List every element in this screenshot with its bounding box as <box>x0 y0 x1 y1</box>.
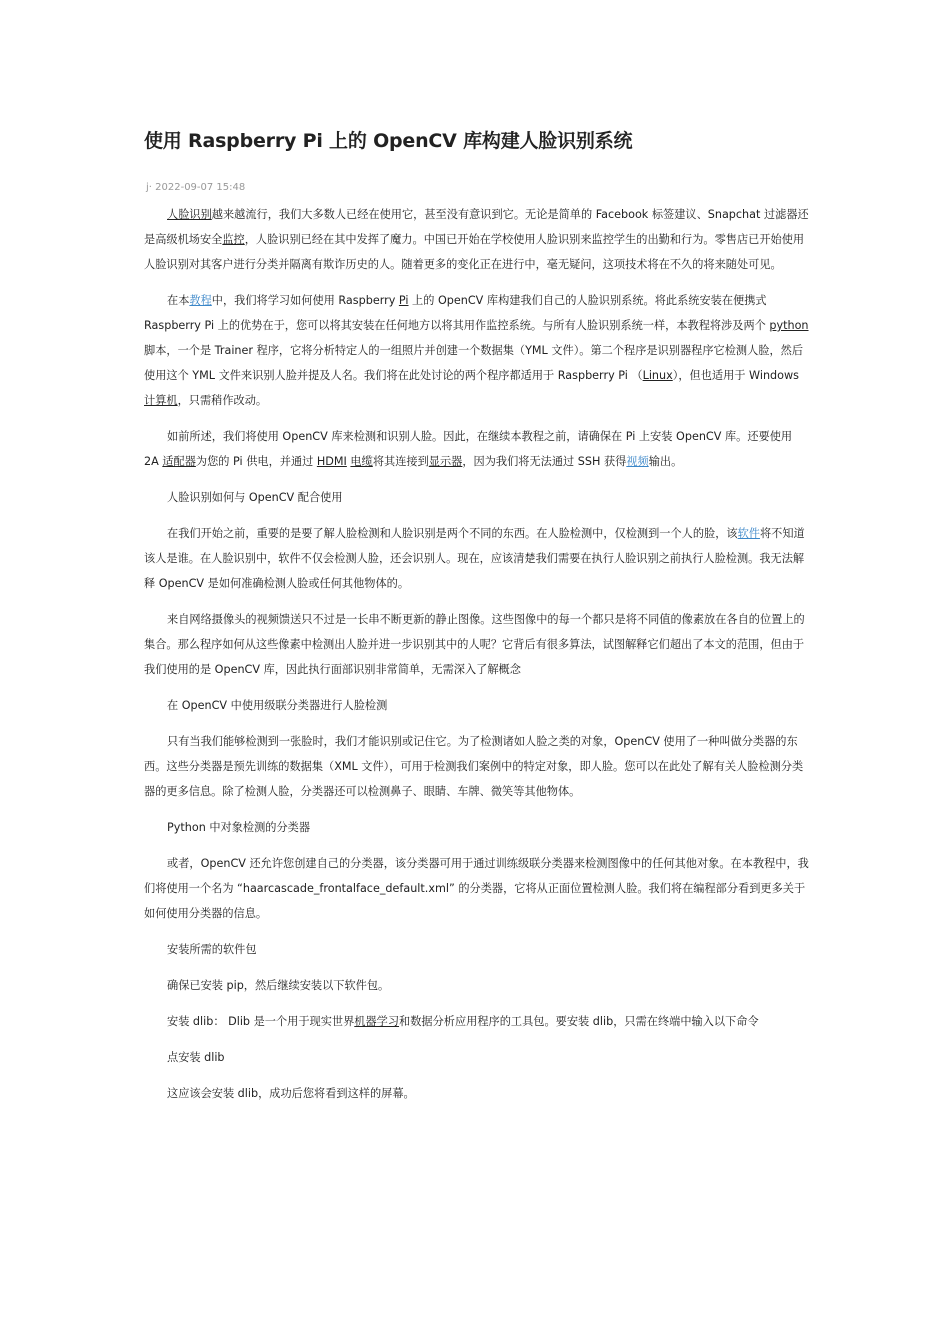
article-title: 使用 Raspberry Pi 上的 OpenCV 库构建人脸识别系统 <box>144 130 633 152</box>
text: ，人脸识别已经在其中发挥了魔力。中国已开始在学校使用人脸识别来监控学生的出勤和行为。零售店已开始使用人脸识别对其客户进行分类并隔离有欺诈历史的人。随着更多的变化正在进行中，毫无疑问，这项技术将在不久的将来随处可见。 <box>144 233 805 271</box>
section-heading-3: Python 中对象检测的分类器 <box>167 821 311 834</box>
text: 和数据分析应用程序的工具包。要安装 dlib，只需在终端中输入以下命令 <box>399 1015 759 1028</box>
text: 将其连接到 <box>372 455 429 468</box>
section-heading-2: 在 OpenCV 中使用级联分类器进行人脸检测 <box>167 699 388 712</box>
text: ，因为我们将无法通过 SSH 获得 <box>462 455 627 468</box>
text: 越来越流行，我们大多数人已经在使用它，甚至没有意识到它。无论是简单的 Facebook 标签建议、Snapchat 过滤器还是高级机场安全 <box>144 208 809 246</box>
paragraph-4 <box>144 521 810 596</box>
link-hdmi[interactable]: HDMI <box>316 455 347 468</box>
article-body <box>144 202 810 1106</box>
paragraph-6: 只有当我们能够检测到一张脸时，我们才能识别或记住它。为了检测诸如人脸之类的对象，OpenCV 使用了一种叫做分类器的东西。这些分类器是预先训练的数据集（XML 文件），可用于检测我们案例中的特定对象，即人脸。您可以在此处了解有关人脸检测分类器的更多信息。除了检测人脸，分类器还可以检测鼻子、眼睛、车牌、微笑等其他物体。 <box>144 735 804 798</box>
paragraph-1 <box>144 202 810 277</box>
link-face-recognition[interactable]: 人脸识别 <box>167 208 212 221</box>
paragraph-3 <box>144 424 810 474</box>
text: 脚本，一个是 Trainer 程序，它将分析特定人的一组照片并创建一个数据集（YML 文件）。第二个程序是识别器程序它检测人脸，然后使用这个 YML 文件来识别人脸并提及人名。我们将在此处讨论的两个程序都适用于 Raspberry Pi （ <box>144 344 804 382</box>
text: 在我们开始之前，重要的是要了解人脸检测和人脸识别是两个不同的东西。在人脸检测中，仅检测到一个人的脸，该 <box>167 527 738 540</box>
text: 在本 <box>167 294 190 307</box>
text: 为您的 Pi 供电，并通过 <box>195 455 317 468</box>
text: 上的 OpenCV 库构建我们自己的人脸识别系统。将此系统安装在便携式 Raspberry Pi 上的优势在于，您可以将其安装在任何地方以将其用作监控系统。与所有人脸识别系统一样，本教程将涉及两个 <box>144 294 770 332</box>
paragraph-5: 来自网络摄像头的视频馈送只不过是一长串不断更新的静止图像。这些图像中的每一个都只是将不同值的像素放在各自的位置上的集合。那么程序如何从这些像素中检测出人脸并进一步识别其中的人呢？它背后有很多算法，试图解释它们超出了本文的范围，但由于我们使用的是 OpenCV 库，因此执行面部识别非常简单，无需深入了解概念 <box>144 613 805 676</box>
link-computer[interactable]: 计算机 <box>144 394 178 407</box>
paragraph-9 <box>144 1009 810 1034</box>
paragraph-8: 确保已安装 pip，然后继续安装以下软件包。 <box>167 979 390 992</box>
link-software[interactable]: 软件 <box>737 527 760 540</box>
link-adapter[interactable]: 适配器 <box>162 455 196 468</box>
text: ），但也适用于 Windows <box>672 369 799 382</box>
link-surveillance[interactable]: 监控 <box>222 233 245 246</box>
link-monitor[interactable]: 显示器 <box>428 455 463 468</box>
section-heading-1: 人脸识别如何与 OpenCV 配合使用 <box>167 491 343 504</box>
paragraph-10: 点安装 dlib <box>167 1051 225 1064</box>
link-machine-learning[interactable]: 机器学习 <box>354 1015 400 1028</box>
link-python[interactable]: python <box>769 319 809 332</box>
link-cable[interactable]: 电缆 <box>350 455 373 468</box>
paragraph-11: 这应该会安装 dlib，成功后您将看到这样的屏幕。 <box>167 1087 415 1100</box>
link-video[interactable]: 视频 <box>626 455 649 468</box>
text: 将不知道该人是谁。在人脸识别中，软件不仅会检测人脸，还会识别人。现在，应该清楚我们需要在执行人脸识别之前执行人脸检测。我无法解释 OpenCV 是如何准确检测人脸或任何其他物体的。 <box>144 527 805 590</box>
paragraph-7: 或者，OpenCV 还允许您创建自己的分类器，该分类器可用于通过训练级联分类器来检测图像中的任何其他对象。在本教程中，我们将使用一个名为 “haarcascade_frontalface_default.xml” 的分类器，它将从正面位置检测人脸。我们将在编程部分看到更多关于如何使用分类器的信息。 <box>144 857 809 920</box>
section-heading-4: 安装所需的软件包 <box>167 943 257 956</box>
link-pi[interactable]: Pi <box>398 294 409 307</box>
text: 如前所述，我们将使用 OpenCV 库来检测和识别人脸。因此，在继续本教程之前，请确保在 Pi 上安装 OpenCV 库。还要使用 2A <box>144 430 793 468</box>
text: 安装 dlib： Dlib 是一个用于现实世界 <box>167 1015 355 1028</box>
text: ，只需稍作改动。 <box>177 394 268 407</box>
link-tutorial[interactable]: 教程 <box>189 294 212 307</box>
link-linux[interactable]: Linux <box>642 369 673 382</box>
text: 中，我们将学习如何使用 Raspberry <box>211 294 399 307</box>
paragraph-2 <box>144 288 810 413</box>
text: 输出。 <box>648 455 683 468</box>
article-meta: j· 2022-09-07 15:48 <box>146 182 246 193</box>
